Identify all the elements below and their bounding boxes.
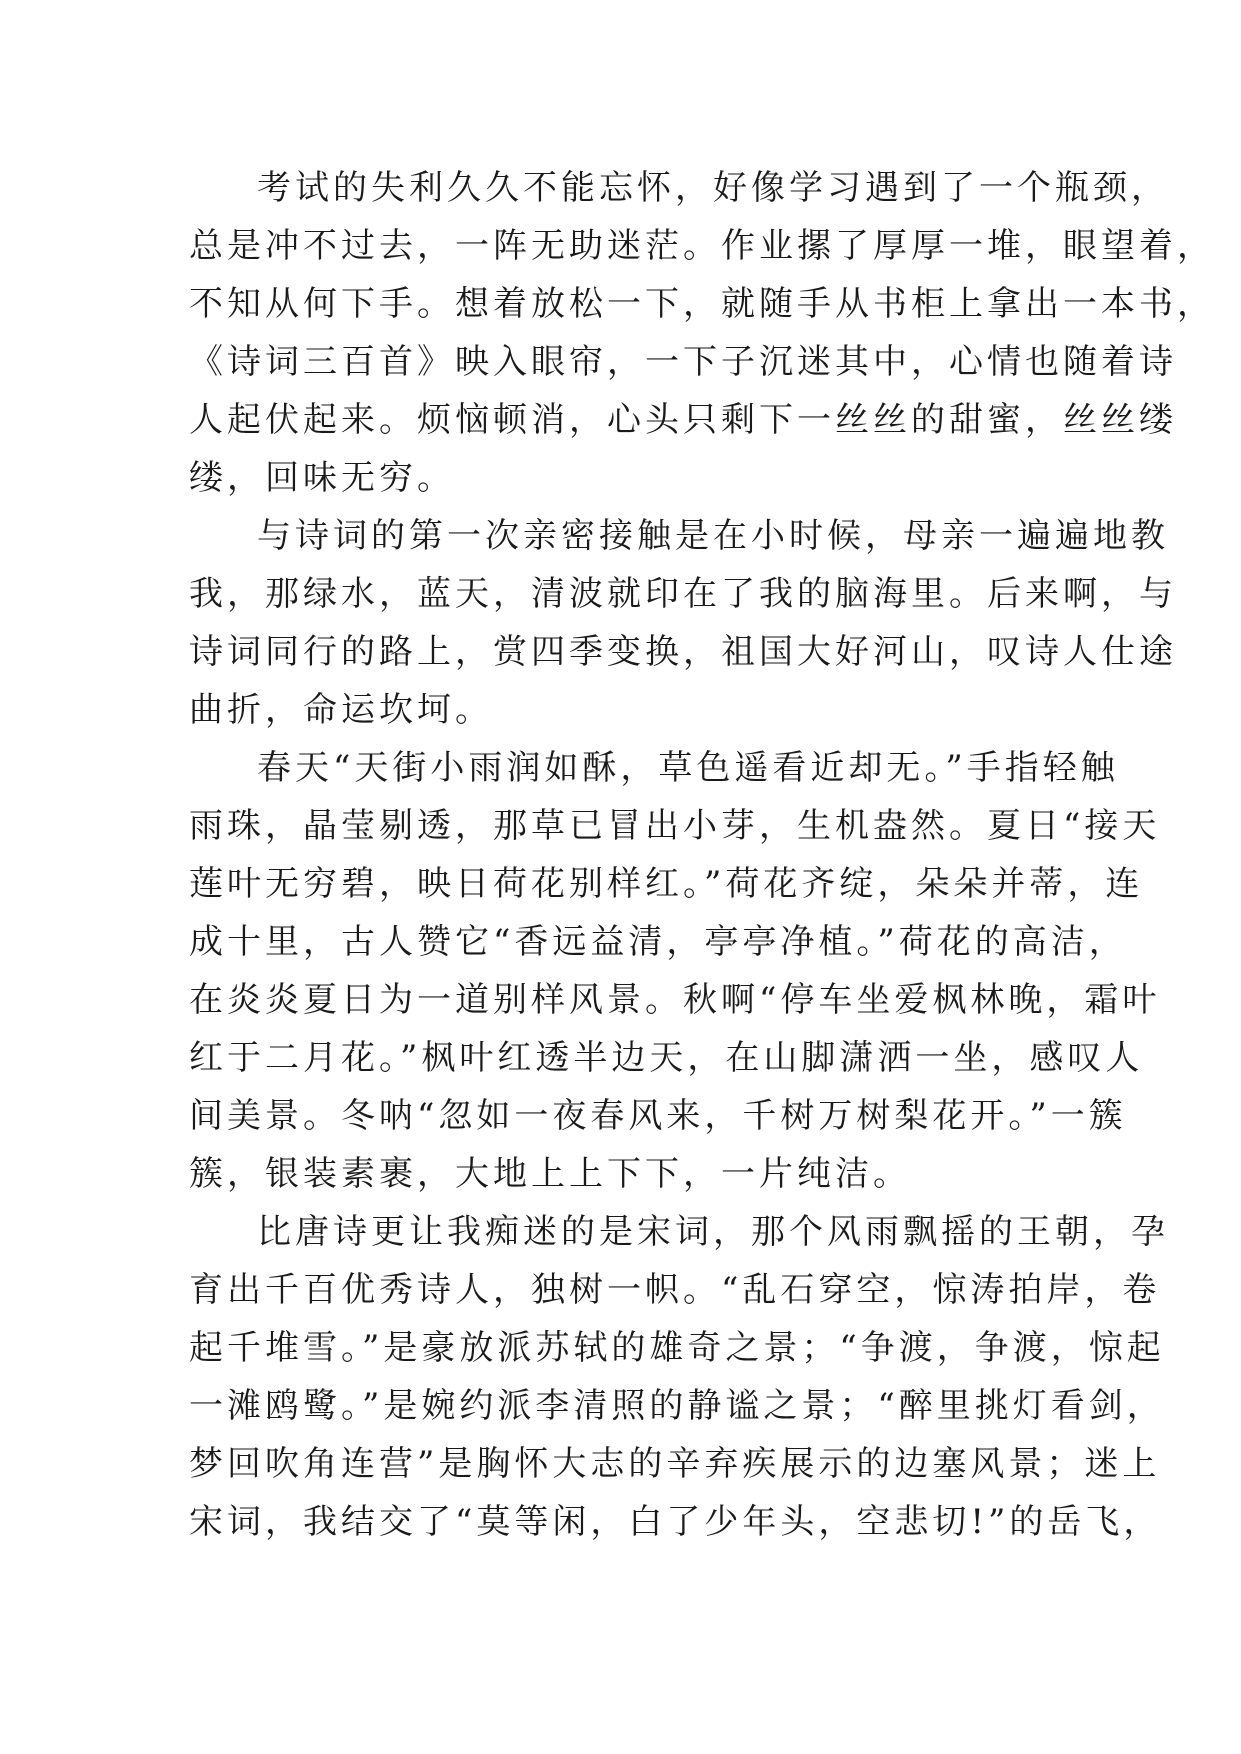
paragraph-1-line-5: 人起伏起来。烦恼顿消，心头只剩下一丝丝的甜蜜，丝丝缕 <box>189 400 1177 440</box>
paragraph-4-line-1: 比唐诗更让我痴迷的是宋词，那个风雨飘摇的王朝，孕 <box>257 1212 1169 1252</box>
paragraph-3-line-8: 簇，银装素裹，大地上上下下，一片纯洁。 <box>189 1154 911 1194</box>
paragraph-3-line-3: 莲叶无穷碧，映日荷花别样红。”荷花齐绽，朵朵并蒂，连 <box>189 864 1144 904</box>
essay-body <box>189 159 1215 1551</box>
paragraph-1-line-1: 考试的失利久久不能忘怀，好像学习遇到了一个瓶颈， <box>257 168 1169 208</box>
paragraph-3-line-7: 间美景。冬呐“忽如一夜春风来，千树万树梨花开。”一簇 <box>189 1096 1127 1136</box>
paragraph-2-line-1: 与诗词的第一次亲密接触是在小时候，母亲一遍遍地教 <box>257 516 1169 556</box>
paragraph-4-line-5: 梦回吹角连营”是胸怀大志的辛弃疾展示的边塞风景；迷上 <box>189 1444 1161 1484</box>
paragraph-4-line-4: 一滩鸥鹭。”是婉约派李清照的静谧之景；“醉里挑灯看剑， <box>189 1386 1165 1426</box>
paragraph-3-line-4: 成十里，古人赞它“香远益清，亭亭净植。”荷花的高洁， <box>189 922 1127 962</box>
paragraph-4-line-2: 育出千百优秀诗人，独树一帜。“乱石穿空，惊涛拍岸，卷 <box>189 1270 1161 1310</box>
paragraph-1-line-6: 缕，回味无穷。 <box>189 458 455 498</box>
paragraph-1-line-2: 总是冲不过去，一阵无助迷茫。作业摞了厚厚一堆，眼望着， <box>189 226 1215 266</box>
paragraph-4-line-6: 宋词，我结交了“莫等闲，白了少年头，空悲切!”的岳飞， <box>189 1502 1162 1542</box>
paragraph-4-line-3: 起千堆雪。”是豪放派苏轼的雄奇之景；“争渡，争渡，惊起 <box>189 1328 1165 1368</box>
paragraph-3-line-1: 春天“天街小雨润如酥，草色遥看近却无。”手指轻触 <box>257 748 1119 788</box>
paragraph-1-line-4: 《诗词三百首》映入眼帘，一下子沉迷其中，心情也随着诗 <box>189 342 1177 382</box>
paragraph-3-line-6: 红于二月花。”枫叶红透半边天，在山脚潇洒一坐，感叹人 <box>189 1038 1144 1078</box>
paragraph-2-line-2: 我，那绿水，蓝天，清波就印在了我的脑海里。后来啊，与 <box>189 574 1177 614</box>
paragraph-3-line-2: 雨珠，晶莹剔透，那草已冒出小芽，生机盎然。夏日“接天 <box>189 806 1161 846</box>
paragraph-3-line-5: 在炎炎夏日为一道别样风景。秋啊“停车坐爱枫林晚，霜叶 <box>189 980 1161 1020</box>
paragraph-2-line-4: 曲折，命运坎坷。 <box>189 690 493 730</box>
paragraph-1-line-3: 不知从何下手。想着放松一下，就随手从书柜上拿出一本书， <box>189 284 1215 324</box>
paragraph-2-line-3: 诗词同行的路上，赏四季变换，祖国大好河山，叹诗人仕途 <box>189 632 1177 672</box>
